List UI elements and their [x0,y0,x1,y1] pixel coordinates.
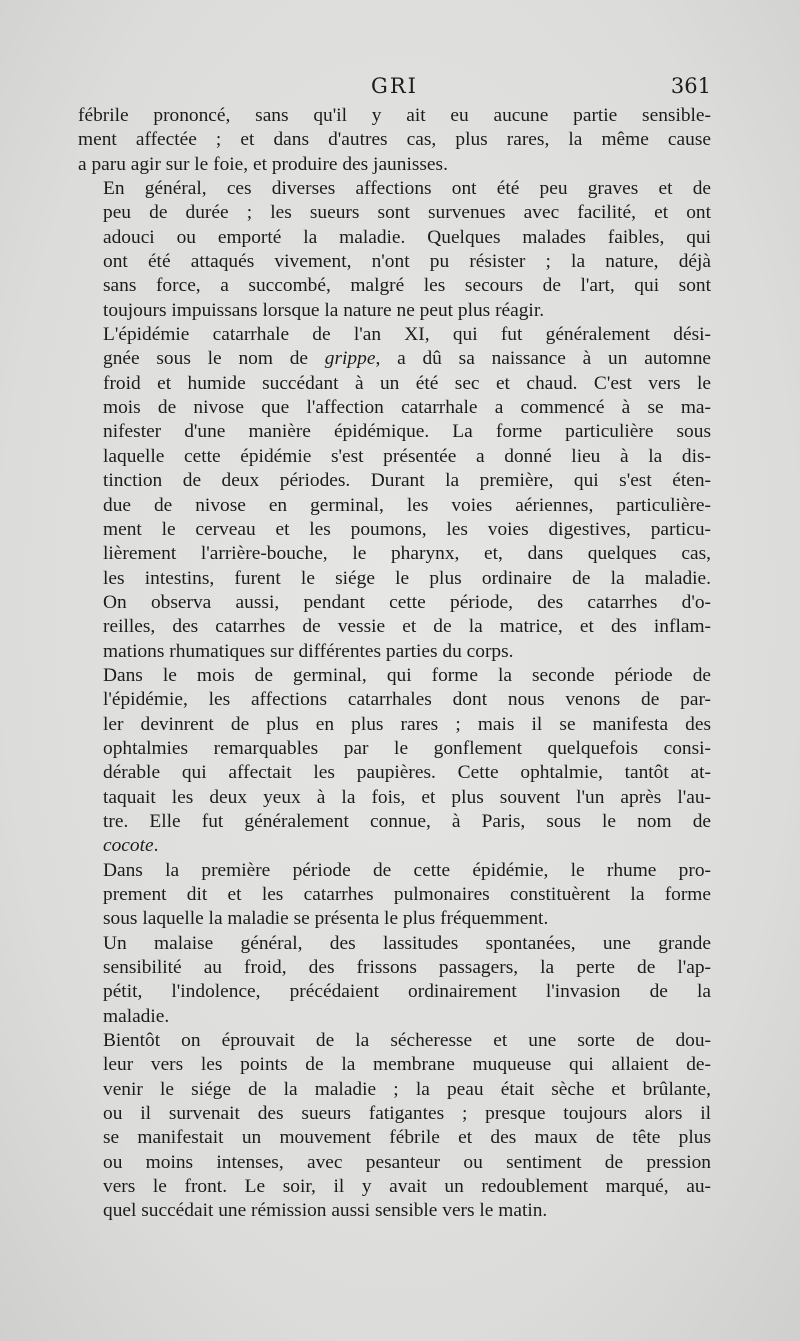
text-line: adouci ou emporté la maladie. Quelques malades faibles, qui [103,226,711,248]
text-line: mois de nivose que l'affection catarrhale a commencé à se ma- [103,397,711,419]
text-line: Dans le mois de germinal, qui forme la seconde période de [103,664,711,686]
text-line: ont été attaqués vivement, n'ont pu résister ; la nature, déjà [103,251,711,273]
text-line: les intestins, furent le siége le plus ordinaire de la maladie. [103,567,711,589]
text-line: reilles, des catarrhes de vessie et de la matrice, et des inflam- [103,616,711,638]
text-line: tre. Elle fut généralement connue, à Paris, sous le nom de [103,810,711,832]
text-line: L'épidémie catarrhale de l'an XI, qui fut généralement dési- [103,324,711,346]
paragraph [78,1029,711,1224]
text-line: Bientôt on éprouvait de la sécheresse et une sorte de dou- [103,1030,711,1052]
paragraph [78,664,711,859]
page-number: 361 [670,74,711,98]
text-line: prement dit et les catarrhes pulmonaires constituèrent la forme [103,884,711,905]
text-line: froid et humide succédant à un été sec et chaud. C'est vers le [103,372,711,394]
text-line: l'épidémie, les affections catarrhales dont nous venons de par- [103,689,711,711]
text-line: maladie. [103,1005,170,1027]
text-line: ment affectée ; et dans d'autres cas, plus rares, la même cause [78,129,711,151]
body-text [78,104,711,1224]
text-line: vers le front. Le soir, il y avait un redoublement marqué, au- [103,1176,711,1198]
text-line: En général, ces diverses affections ont été peu graves et de [103,178,711,200]
text-line: ou moins intenses, avec pesanteur ou sentiment de pression [103,1151,711,1173]
text-line: pétit, l'indolence, précédaient ordinairement l'invasion de la [103,981,711,1003]
text-line: sous laquelle la maladie se présenta le plus fréquemment. [103,908,549,930]
page-header [78,72,711,104]
text-line: sans force, a succombé, malgré les secours de l'art, qui sont [103,275,711,297]
text-line: peu de durée ; les sueurs sont survenues avec facilité, et ont [103,202,711,224]
text-line: sensibilité au froid, des frissons passagers, la perte de l'ap- [103,957,711,979]
text-line: dérable qui affectait les paupières. Cette ophtalmie, tantôt at- [103,762,711,784]
text-line: mations rhumatiques sur différentes parties du corps. [103,640,514,662]
text-line: se manifestait un mouvement fébrile et des maux de tête plus [103,1127,711,1149]
running-head: GRI [371,74,418,98]
text-line: gnée sous le nom de grippe, a dû sa naissance à un automne [103,348,712,370]
text-line: fébrile prononcé, sans qu'il y ait eu aucune partie sensible- [78,105,711,126]
text-line: laquelle cette épidémie s'est présentée a donné lieu à la dis- [103,445,711,467]
paragraph [78,859,711,932]
text-line: a paru agir sur le foie, et produire des jaunisses. [78,153,448,175]
paragraph [78,177,711,323]
text-line: Un malaise général, des lassitudes spontanées, une grande [103,932,711,954]
paragraph [78,323,711,664]
paragraph [78,932,711,1029]
text-line: quel succédait une rémission aussi sensible vers le matin. [103,1200,548,1222]
text-line: taquait les deux yeux à la fois, et plus souvent l'un après l'au- [103,786,711,808]
paragraph [78,104,711,177]
text-line: ophtalmies remarquables par le gonflement quelquefois consi- [103,737,711,759]
text-line: cocote. [103,835,159,857]
text-line: lièrement l'arrière-bouche, le pharynx, et, dans quelques cas, [103,543,711,565]
text-line: due de nivose en germinal, les voies aériennes, particulière- [103,494,711,516]
text-line: toujours impuissans lorsque la nature ne peut plus réagir. [103,299,545,321]
text-line: ler devinrent de plus en plus rares ; mais il se manifesta des [103,713,711,735]
text-line: Dans la première période de cette épidémie, le rhume pro- [103,859,711,881]
text-line: leur vers les points de la membrane muqueuse qui allaient de- [103,1054,711,1076]
text-line: tinction de deux périodes. Durant la première, qui s'est éten- [103,470,711,492]
text-line: ment le cerveau et les poumons, les voies digestives, particu- [103,518,711,540]
text-line: On observa aussi, pendant cette période, des catarrhes d'o- [103,591,711,613]
text-line: nifester d'une manière épidémique. La forme particulière sous [103,421,711,443]
text-line: ou il survenait des sueurs fatigantes ; presque toujours alors il [103,1103,711,1125]
text-line: venir le siége de la maladie ; la peau était sèche et brûlante, [103,1078,711,1100]
